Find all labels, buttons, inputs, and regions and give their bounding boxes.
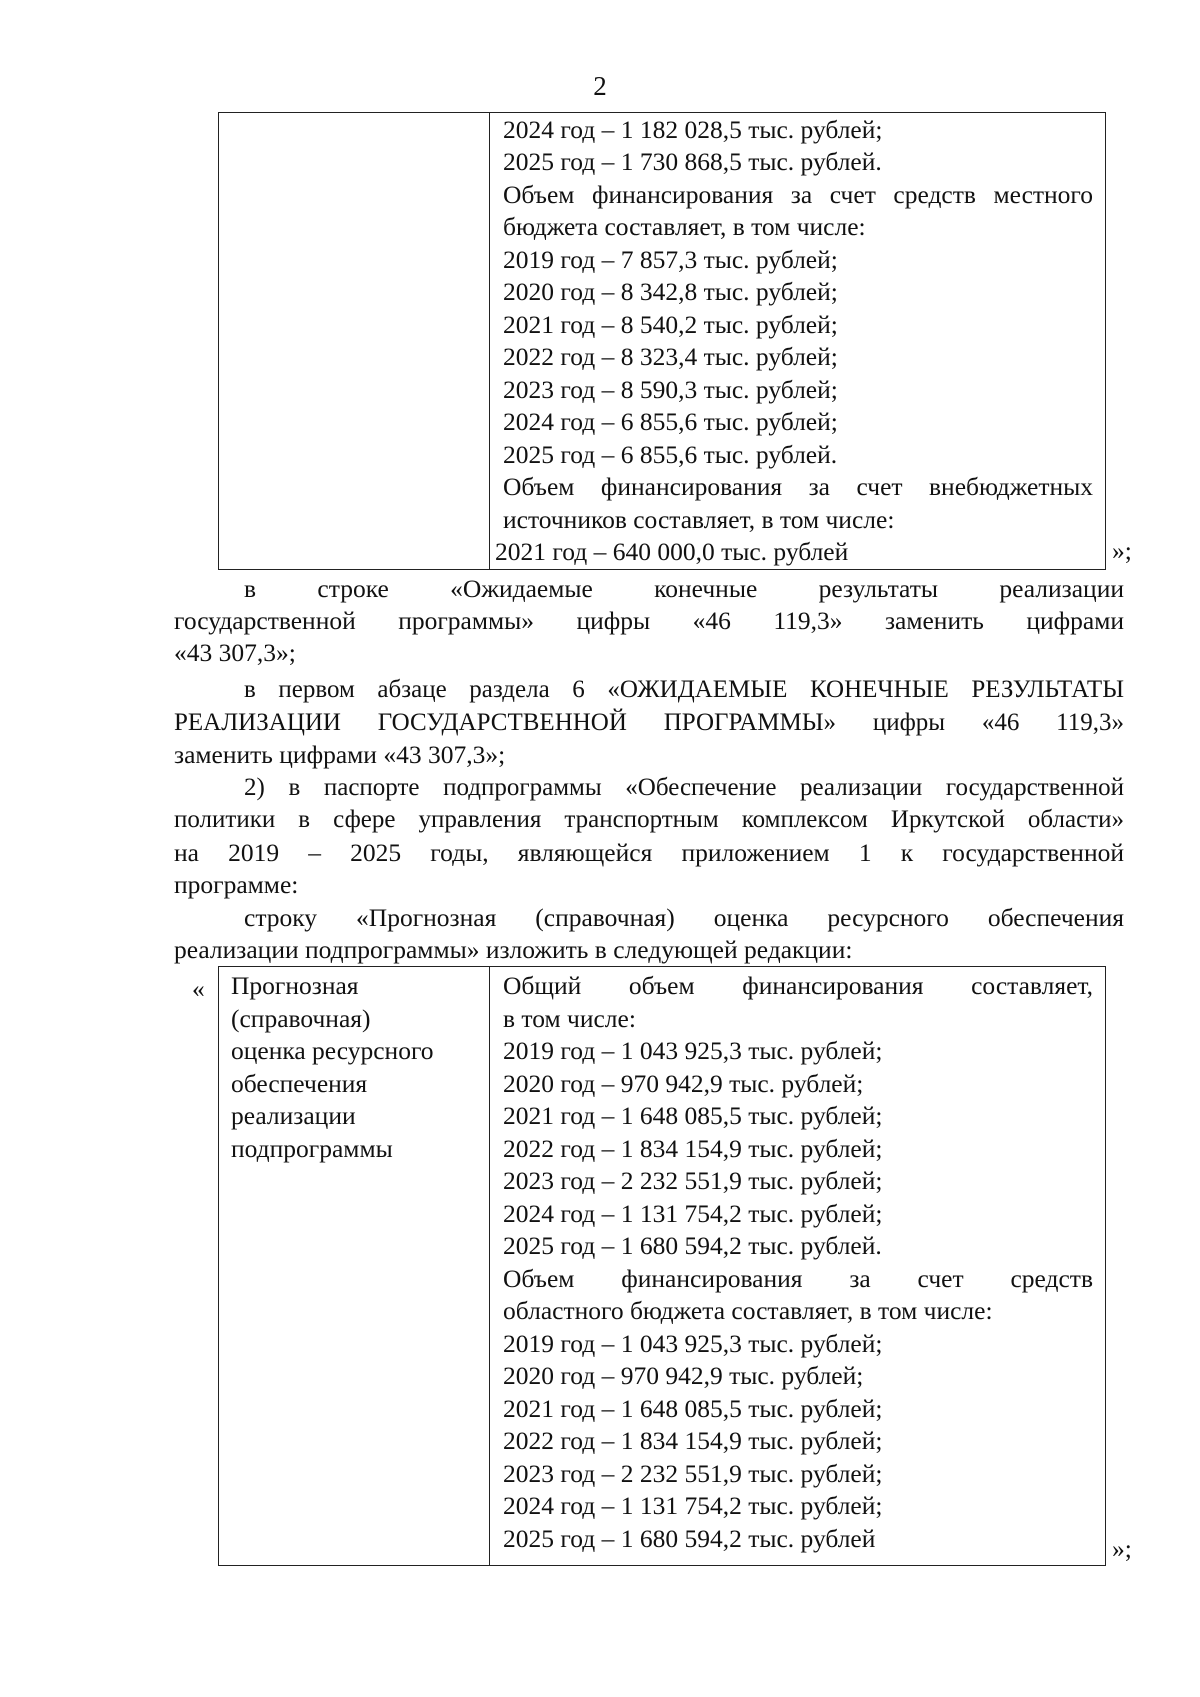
- table2-right-line: 2024 год – 1 131 754,2 тыс. рублей;: [503, 1491, 883, 1520]
- table1-line: 2021 год – 8 540,2 тыс. рублей;: [503, 310, 838, 339]
- table1-line: 2022 год – 8 323,4 тыс. рублей;: [503, 342, 838, 371]
- table2-closing-mark: »;: [1112, 1534, 1132, 1563]
- table-funding-continuation: [218, 112, 1106, 570]
- table2-right-line: 2025 год – 1 680 594,2 тыс. рублей: [503, 1524, 876, 1553]
- table2-left-line: обеспечения: [231, 1069, 368, 1098]
- table1-line: 2024 год – 6 855,6 тыс. рублей;: [503, 407, 838, 436]
- table1-line: 2020 год – 8 342,8 тыс. рублей;: [503, 277, 838, 306]
- table2-opening-mark: «: [192, 974, 205, 1003]
- table1-line: источников составляет, в том числе:: [503, 505, 895, 534]
- table2-right-line: Общий объем финансирования составляет,: [503, 971, 1093, 1000]
- table2-left-cell: [219, 967, 490, 1565]
- table2-right-line: 2023 год – 2 232 551,9 тыс. рублей;: [503, 1459, 883, 1488]
- table1-left-cell: [219, 113, 490, 569]
- table1-closing-mark: »;: [1112, 536, 1132, 565]
- table2-right-line: 2022 год – 1 834 154,9 тыс. рублей;: [503, 1426, 883, 1455]
- table1-line: 2023 год – 8 590,3 тыс. рублей;: [503, 375, 838, 404]
- body-line: заменить цифрами «43 307,3»;: [174, 740, 506, 769]
- body-line: реализации подпрограммы» изложить в следующей редакции:: [174, 935, 853, 964]
- table2-left-line: подпрограммы: [231, 1134, 393, 1163]
- table1-line: бюджета составляет, в том числе:: [503, 212, 866, 241]
- table2-right-line: 2021 год – 1 648 085,5 тыс. рублей;: [503, 1394, 883, 1423]
- table2-right-line: 2025 год – 1 680 594,2 тыс. рублей.: [503, 1231, 882, 1260]
- body-line: РЕАЛИЗАЦИИ ГОСУДАРСТВЕННОЙ ПРОГРАММЫ» цифры «46 119,3»: [174, 709, 1124, 736]
- table2-right-line: Объем финансирования за счет средств: [503, 1264, 1093, 1293]
- table1-line: Объем финансирования за счет средств местного: [503, 180, 1093, 209]
- table2-right-cell: [491, 967, 1105, 1565]
- table2-right-line: 2019 год – 1 043 925,3 тыс. рублей;: [503, 1036, 883, 1065]
- body-line: в строке «Ожидаемые конечные результаты реализации: [244, 574, 1124, 603]
- table2-right-line: 2021 год – 1 648 085,5 тыс. рублей;: [503, 1101, 883, 1130]
- body-line: политики в сфере управления транспортным комплексом Иркутской области»: [174, 806, 1124, 833]
- table2-right-line: 2020 год – 970 942,9 тыс. рублей;: [503, 1361, 864, 1390]
- table2-left-line: оценка ресурсного: [231, 1036, 434, 1065]
- table1-line: Объем финансирования за счет внебюджетных: [503, 472, 1093, 501]
- table2-right-line: 2022 год – 1 834 154,9 тыс. рублей;: [503, 1134, 883, 1163]
- table1-line: 2024 год – 1 182 028,5 тыс. рублей;: [503, 115, 883, 144]
- page-number: 2: [593, 71, 607, 101]
- body-line: программе:: [174, 870, 299, 899]
- table1-line: 2025 год – 6 855,6 тыс. рублей.: [503, 440, 838, 469]
- table2-left-line: (справочная): [231, 1004, 371, 1033]
- table2-right-line: в том числе:: [503, 1004, 636, 1033]
- table2-right-line: 2024 год – 1 131 754,2 тыс. рублей;: [503, 1199, 883, 1228]
- table1-right-cell: [491, 113, 1105, 569]
- body-line: на 2019 – 2025 годы, являющейся приложением 1 к государственной: [174, 838, 1124, 867]
- table2-left-line: реализации: [231, 1101, 356, 1130]
- table1-line: 2025 год – 1 730 868,5 тыс. рублей.: [503, 147, 882, 176]
- table2-right-line: 2019 год – 1 043 925,3 тыс. рублей;: [503, 1329, 883, 1358]
- body-line: 2) в паспорте подпрограммы «Обеспечение реализации государственной: [244, 774, 1124, 801]
- body-line: строку «Прогнозная (справочная) оценка ресурсного обеспечения: [244, 903, 1124, 932]
- body-line: в первом абзаце раздела 6 «ОЖИДАЕМЫЕ КОНЕЧНЫЕ РЕЗУЛЬТАТЫ: [244, 676, 1124, 703]
- table2-right-line: 2020 год – 970 942,9 тыс. рублей;: [503, 1069, 864, 1098]
- table2-right-line: 2023 год – 2 232 551,9 тыс. рублей;: [503, 1166, 883, 1195]
- table2-right-line: областного бюджета составляет, в том числе:: [503, 1296, 993, 1325]
- table1-line: 2019 год – 7 857,3 тыс. рублей;: [503, 245, 838, 274]
- body-line: «43 307,3»;: [174, 638, 296, 667]
- body-line: государственной программы» цифры «46 119,3» заменить цифрами: [174, 606, 1124, 635]
- table1-line: 2021 год – 640 000,0 тыс. рублей: [495, 537, 849, 566]
- table2-left-line: Прогнозная: [231, 971, 359, 1000]
- table-forecast-resource-provision: [218, 966, 1106, 1566]
